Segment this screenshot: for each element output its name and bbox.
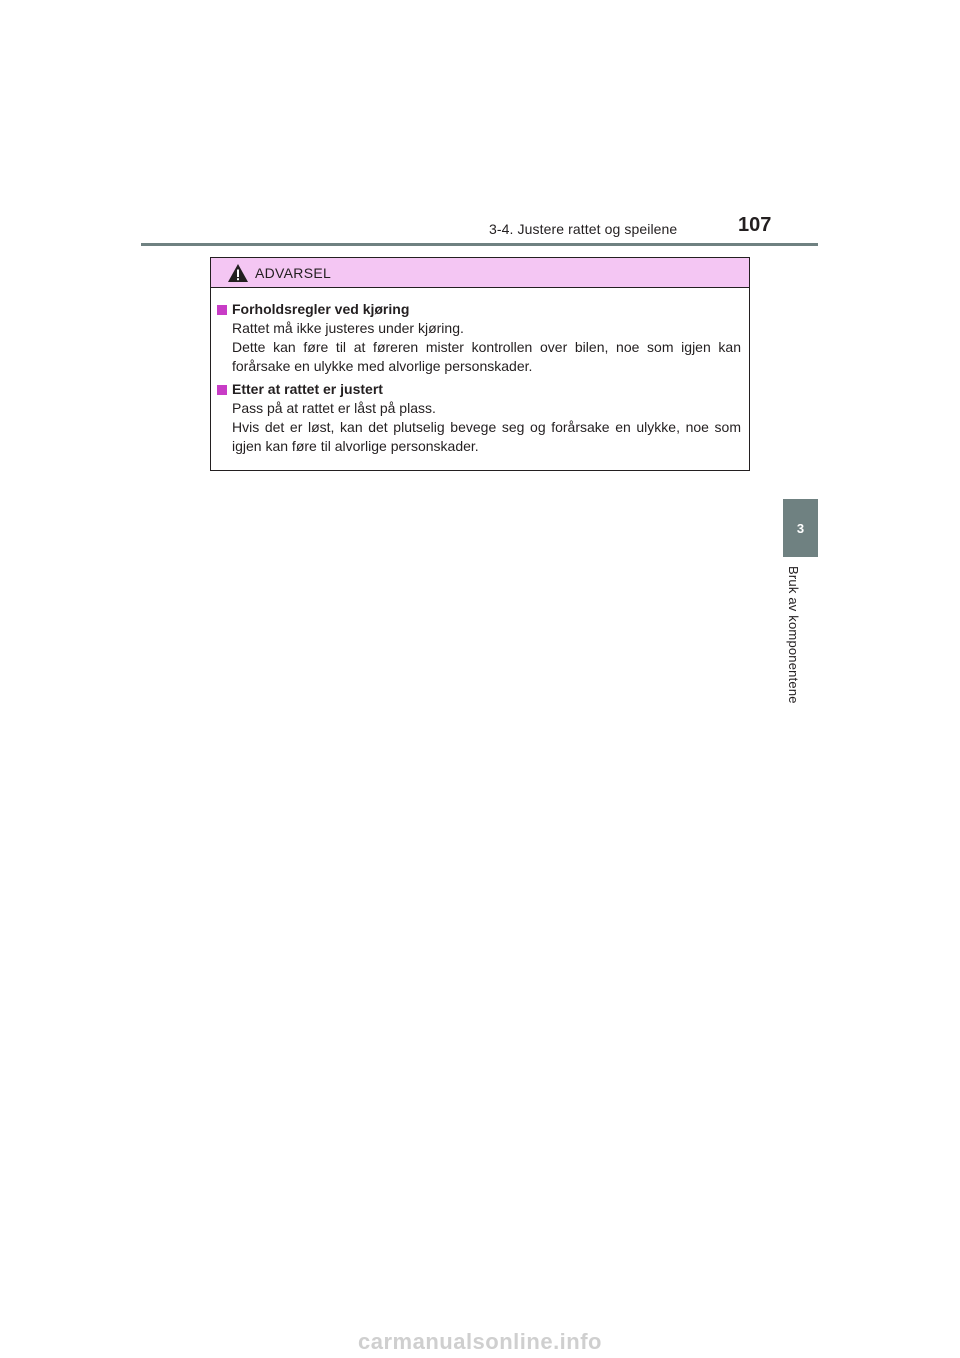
warning-item [217, 300, 741, 376]
square-bullet-icon [217, 385, 227, 395]
warning-paragraph: Hvis det er løst, kan det plutselig bevege seg og forårsake en ulykke, noe som igjen kan føre til alvorlige personskader. [232, 419, 741, 454]
warning-item-heading [217, 300, 741, 319]
warning-paragraph: Rattet må ikke justeres under kjøring. [232, 320, 464, 336]
chapter-title: Bruk av komponentene [786, 566, 801, 704]
chapter-number: 3 [796, 520, 805, 536]
page-number: 107 [738, 214, 772, 236]
warning-item-text [217, 319, 741, 376]
warning-body [211, 288, 749, 456]
warning-header [211, 258, 749, 288]
square-bullet-icon [217, 305, 227, 315]
section-title: 3-4. Justere rattet og speilene [489, 221, 678, 237]
warning-item-text [217, 399, 741, 456]
footer-watermark: carmanualsonline.info [358, 1328, 602, 1354]
warning-item [217, 380, 741, 456]
warning-item-heading-text: Etter at rattet er justert [232, 381, 383, 397]
warning-item-heading [217, 380, 741, 399]
warning-label: ADVARSEL [255, 264, 332, 281]
warning-item-heading-text: Forholdsregler ved kjøring [232, 301, 410, 317]
warning-paragraph: Pass på at rattet er låst på plass. [232, 400, 436, 416]
warning-triangle-icon [227, 263, 249, 283]
header-divider [141, 243, 818, 246]
warning-box [210, 257, 750, 471]
warning-paragraph: Dette kan føre til at føreren mister kontrollen over bilen, noe som igjen kan forårsake en ulykke med alvorlige personskader. [232, 339, 741, 374]
chapter-tab [783, 499, 818, 557]
